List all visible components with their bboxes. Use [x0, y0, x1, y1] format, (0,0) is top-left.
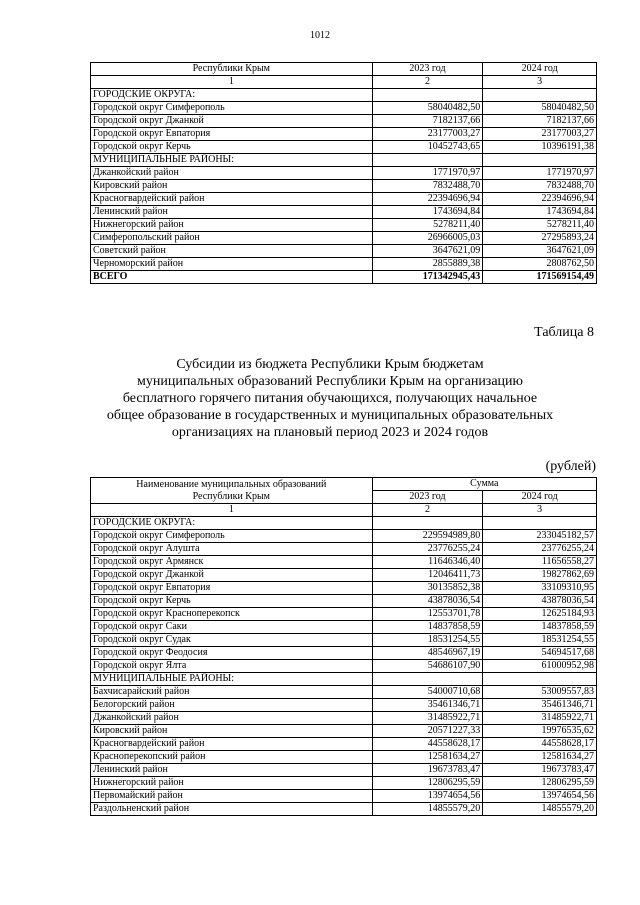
table-2-cell-2024: 12806295,59	[483, 777, 597, 790]
table-1-row	[91, 115, 597, 128]
table-1-cell-name: Симферопольский район	[91, 232, 373, 245]
table-1-row	[91, 89, 597, 102]
table-2-cell-2023: 48546967,19	[372, 647, 483, 660]
table-1-cell-2024	[483, 89, 597, 102]
table-1-body	[91, 89, 597, 271]
table-2-cell-2023	[372, 673, 483, 686]
table-2-colnum-row	[91, 504, 597, 517]
table-2-row	[91, 686, 597, 699]
table-2-cell-2024: 14855579,20	[483, 803, 597, 816]
table-2-row	[91, 582, 597, 595]
table-1-cell-2023	[372, 154, 483, 167]
table-2	[90, 477, 597, 816]
table-2-cell-2023: 35461346,71	[372, 699, 483, 712]
table-1-total-2023: 171342945,43	[372, 271, 483, 284]
table-2-row	[91, 647, 597, 660]
table-2-cell-2024: 43878036,54	[483, 595, 597, 608]
table-2-cell-name: Городской округ Алушта	[91, 543, 373, 556]
table-2-cell-2024: 35461346,71	[483, 699, 597, 712]
table-2-cell-2024: 31485922,71	[483, 712, 597, 725]
table-title-line: общее образование в государственных и муниципальных образовательных	[106, 408, 554, 423]
table-1-cell-2024: 7832488,70	[483, 180, 597, 193]
table-2-row	[91, 738, 597, 751]
table-1-cell-2024: 10396191,38	[483, 141, 597, 154]
table-2-header-2024: 2024 год	[483, 491, 597, 504]
table-title	[60, 356, 600, 441]
table-2-cell-2023: 30135852,38	[372, 582, 483, 595]
table-1-row	[91, 167, 597, 180]
table-2-row	[91, 751, 597, 764]
table-2-cell-2024: 18531254,55	[483, 634, 597, 647]
table-1-total-label: ВСЕГО	[91, 271, 373, 284]
table-2-cell-name: Городской округ Красноперекопск	[91, 608, 373, 621]
table-1-cell-2024: 23177003,27	[483, 128, 597, 141]
table-1-row	[91, 232, 597, 245]
table-2-row	[91, 530, 597, 543]
table-2-row	[91, 556, 597, 569]
table-1-row	[91, 245, 597, 258]
table-2-header-row	[91, 478, 597, 491]
table-1-cell-2024: 5278211,40	[483, 219, 597, 232]
table-number: Таблица 8	[534, 325, 594, 340]
table-2-cell-2023: 12046411,73	[372, 569, 483, 582]
table-1-cell-2024: 1743694,84	[483, 206, 597, 219]
table-1-colnum-1: 1	[91, 76, 373, 89]
table-2-cell-2023: 229594989,80	[372, 530, 483, 543]
table-2-row	[91, 777, 597, 790]
table-2-cell-2024: 53009557,83	[483, 686, 597, 699]
table-1-cell-name: Черноморский район	[91, 258, 373, 271]
table-2-cell-2024: 12625184,93	[483, 608, 597, 621]
table-1-cell-2024: 7182137,66	[483, 115, 597, 128]
table-1-header-2024: 2024 год	[483, 63, 597, 76]
table-2-header-name	[91, 478, 373, 504]
table-2-row	[91, 660, 597, 673]
table-2-cell-2024	[483, 517, 597, 530]
table-2-cell-2024: 19673783,47	[483, 764, 597, 777]
table-2-cell-2024: 13974654,56	[483, 790, 597, 803]
table-2-header-name-line: Республики Крым	[192, 490, 271, 502]
table-1-cell-2024: 58040482,50	[483, 102, 597, 115]
table-2-cell-name: Городской округ Армянск	[91, 556, 373, 569]
table-1-cell-name: Красногвардейский район	[91, 193, 373, 206]
table-2-cell-2023: 43878036,54	[372, 595, 483, 608]
table-2-cell-2023: 11646346,40	[372, 556, 483, 569]
table-1-cell-2023	[372, 89, 483, 102]
table-1-cell-name: ГОРОДСКИЕ ОКРУГА:	[91, 89, 373, 102]
table-1-cell-2023: 3647621,09	[372, 245, 483, 258]
table-1-cell-2023: 23177003,27	[372, 128, 483, 141]
table-1-row	[91, 128, 597, 141]
table-2-cell-name: Бахчисарайский район	[91, 686, 373, 699]
table-2-cell-2023: 14837858,59	[372, 621, 483, 634]
table-2-header-name-line: Наименование муниципальных образований	[136, 478, 327, 490]
table-2-cell-2024	[483, 673, 597, 686]
table-2-cell-2024: 23776255,24	[483, 543, 597, 556]
table-2-cell-2023: 14855579,20	[372, 803, 483, 816]
table-2-row	[91, 634, 597, 647]
table-2-cell-2024: 12581634,27	[483, 751, 597, 764]
table-1-row	[91, 102, 597, 115]
table-1-cell-2024: 2808762,50	[483, 258, 597, 271]
table-1-cell-name: Городской округ Керчь	[91, 141, 373, 154]
table-2-row	[91, 543, 597, 556]
table-2-cell-2024: 19976535,62	[483, 725, 597, 738]
table-2-cell-name: Городской округ Судак	[91, 634, 373, 647]
table-2-cell-name: Красногвардейский район	[91, 738, 373, 751]
table-2-row	[91, 673, 597, 686]
table-2-colnum-2: 2	[372, 504, 483, 517]
table-2-cell-2023: 19673783,47	[372, 764, 483, 777]
page-number: 1012	[310, 30, 330, 41]
table-1-header-2023: 2023 год	[372, 63, 483, 76]
table-1-cell-2023: 22394696,94	[372, 193, 483, 206]
table-2-cell-2024: 11656558,27	[483, 556, 597, 569]
table-1-cell-name: Городской округ Евпатория	[91, 128, 373, 141]
table-2-cell-name: МУНИЦИПАЛЬНЫЕ РАЙОНЫ:	[91, 673, 373, 686]
table-2-cell-name: Городской округ Феодосия	[91, 647, 373, 660]
table-2-cell-name: Джанкойский район	[91, 712, 373, 725]
table-2-colnum-1: 1	[91, 504, 373, 517]
table-1-cell-name: Ленинский район	[91, 206, 373, 219]
table-1-cell-name: Городской округ Джанкой	[91, 115, 373, 128]
table-2-row	[91, 621, 597, 634]
table-title-line: организациях на плановый период 2023 и 2024 годов	[171, 425, 489, 440]
table-1-row	[91, 219, 597, 232]
table-2-row	[91, 517, 597, 530]
table-2-cell-2024: 44558628,17	[483, 738, 597, 751]
table-1-colnum-2: 2	[372, 76, 483, 89]
table-1-row	[91, 193, 597, 206]
table-2-cell-2023: 13974654,56	[372, 790, 483, 803]
table-2-cell-name: Раздольненский район	[91, 803, 373, 816]
table-2-cell-2024: 19827862,69	[483, 569, 597, 582]
table-2-cell-name: ГОРОДСКИЕ ОКРУГА:	[91, 517, 373, 530]
table-2-row	[91, 803, 597, 816]
table-2-cell-name: Городской округ Евпатория	[91, 582, 373, 595]
table-1-colnum-3: 3	[483, 76, 597, 89]
table-2-cell-2023: 18531254,55	[372, 634, 483, 647]
table-1-cell-2023: 5278211,40	[372, 219, 483, 232]
table-2-row	[91, 569, 597, 582]
table-2-cell-2023: 44558628,17	[372, 738, 483, 751]
table-2-header-sum: Сумма	[372, 478, 596, 491]
table-2-cell-2024: 14837858,59	[483, 621, 597, 634]
table-1-row	[91, 206, 597, 219]
table-1-cell-name: Городской округ Симферополь	[91, 102, 373, 115]
table-2-cell-name: Нижнегорский район	[91, 777, 373, 790]
table-1-cell-2023: 10452743,65	[372, 141, 483, 154]
table-1-row	[91, 141, 597, 154]
table-title-line: бесплатного горячего питания обучающихся, получающих начальное	[122, 391, 538, 406]
table-2-cell-2023: 12581634,27	[372, 751, 483, 764]
table-2-cell-2023: 54000710,68	[372, 686, 483, 699]
table-2-header-2023: 2023 год	[372, 491, 483, 504]
table-2-body	[91, 517, 597, 816]
table-1-cell-2023: 1771970,97	[372, 167, 483, 180]
table-2-cell-name: Городской округ Джанкой	[91, 569, 373, 582]
table-1-row	[91, 154, 597, 167]
table-2-cell-name: Ленинский район	[91, 764, 373, 777]
table-2-cell-name: Кировский район	[91, 725, 373, 738]
table-1-cell-2024: 27295893,24	[483, 232, 597, 245]
table-2-cell-2024: 33109310,95	[483, 582, 597, 595]
table-title-line: муниципальных образований Республики Крым на организацию	[137, 374, 523, 389]
table-2-row	[91, 608, 597, 621]
table-2-colnum-3: 3	[483, 504, 597, 517]
table-1-cell-name: Кировский район	[91, 180, 373, 193]
table-1-cell-name: Советский район	[91, 245, 373, 258]
table-2-cell-2023: 20571227,33	[372, 725, 483, 738]
table-1-total-2024: 171569154,49	[483, 271, 597, 284]
table-1-cell-2023: 7832488,70	[372, 180, 483, 193]
table-1-cell-2024	[483, 154, 597, 167]
table-2-cell-name: Городской округ Симферополь	[91, 530, 373, 543]
table-2-cell-2023: 12553701,78	[372, 608, 483, 621]
table-1-cell-2023: 1743694,84	[372, 206, 483, 219]
table-2-cell-2023: 12806295,59	[372, 777, 483, 790]
table-2-cell-name: Белогорский район	[91, 699, 373, 712]
table-1-colnum-row	[91, 76, 597, 89]
table-2-cell-name: Красноперекопский район	[91, 751, 373, 764]
table-1-total-row	[91, 271, 597, 284]
table-1-row	[91, 258, 597, 271]
table-1-cell-2024: 3647621,09	[483, 245, 597, 258]
table-2-cell-name: Городской округ Ялта	[91, 660, 373, 673]
table-2-cell-name: Первомайский район	[91, 790, 373, 803]
table-1-cell-name: Нижнегорский район	[91, 219, 373, 232]
table-2-row	[91, 725, 597, 738]
table-1-cell-2024: 1771970,97	[483, 167, 597, 180]
table-2-row	[91, 712, 597, 725]
table-1-row	[91, 180, 597, 193]
table-2-row	[91, 699, 597, 712]
table-2-cell-2023: 31485922,71	[372, 712, 483, 725]
table-2-row	[91, 764, 597, 777]
table-1-header-row	[91, 63, 597, 76]
table-title-line: Субсидии из бюджета Республики Крым бюджетам	[176, 357, 484, 372]
unit-label: (рублей)	[545, 459, 596, 474]
table-2-cell-name: Городской округ Керчь	[91, 595, 373, 608]
table-1-header-name: Республики Крым	[91, 63, 373, 76]
table-1-cell-2023: 58040482,50	[372, 102, 483, 115]
table-1-cell-2024: 22394696,94	[483, 193, 597, 206]
table-1-cell-2023: 7182137,66	[372, 115, 483, 128]
table-1-cell-2023: 26966005,03	[372, 232, 483, 245]
table-1-cell-name: МУНИЦИПАЛЬНЫЕ РАЙОНЫ:	[91, 154, 373, 167]
table-2-cell-2023: 54686107,90	[372, 660, 483, 673]
table-2-row	[91, 790, 597, 803]
table-2-cell-2023	[372, 517, 483, 530]
table-2-cell-2024: 233045182,57	[483, 530, 597, 543]
table-1-cell-name: Джанкойский район	[91, 167, 373, 180]
table-2-cell-name: Городской округ Саки	[91, 621, 373, 634]
table-2-cell-2024: 54694517,68	[483, 647, 597, 660]
table-2-cell-2024: 61000952,98	[483, 660, 597, 673]
table-1-cell-2023: 2855889,38	[372, 258, 483, 271]
table-1	[90, 62, 597, 284]
table-2-row	[91, 595, 597, 608]
table-2-cell-2023: 23776255,24	[372, 543, 483, 556]
